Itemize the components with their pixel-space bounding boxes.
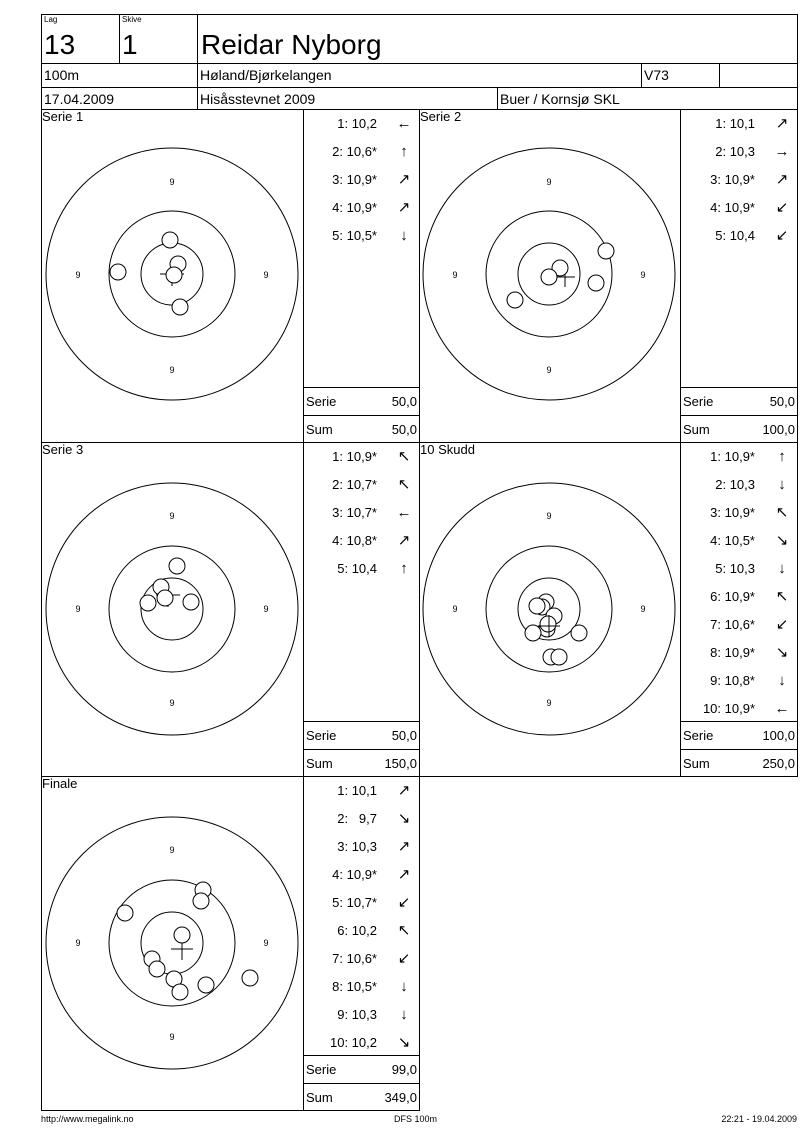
shot-hole bbox=[140, 595, 156, 611]
target bbox=[420, 443, 680, 776]
footer-center: DFS 100m bbox=[394, 1114, 438, 1124]
serie-row bbox=[681, 721, 797, 750]
sum-row bbox=[681, 749, 797, 778]
shot-value: 7: 10,6* bbox=[332, 951, 377, 966]
shot-value: 3: 10,9* bbox=[710, 505, 755, 520]
direction-arrow-icon: ↗ bbox=[397, 838, 411, 855]
panel-10-skudd bbox=[419, 442, 681, 777]
shot-value: 10: 10,9* bbox=[702, 701, 755, 716]
footer-left: http://www.megalink.no bbox=[41, 1114, 134, 1124]
serie-label: Serie bbox=[306, 1062, 337, 1077]
direction-arrow-icon: ↙ bbox=[397, 950, 411, 967]
shot-row bbox=[681, 698, 797, 720]
shot-hole bbox=[198, 977, 214, 993]
panel-title: Serie 1 bbox=[42, 109, 84, 124]
direction-arrow-icon: ↗ bbox=[397, 866, 411, 883]
direction-arrow-icon: ↖ bbox=[397, 922, 411, 939]
ring-label: 9 bbox=[263, 604, 269, 614]
shot-row bbox=[304, 780, 419, 802]
serie-label: Serie bbox=[306, 728, 337, 743]
ring-label: 9 bbox=[452, 270, 458, 280]
panel-serie-1 bbox=[41, 109, 304, 443]
shot-hole bbox=[551, 649, 567, 665]
class: V73 bbox=[644, 67, 669, 83]
shot-value: 7: 10,6* bbox=[710, 617, 755, 632]
shot-row bbox=[681, 225, 797, 247]
direction-arrow-icon: ↓ bbox=[778, 672, 786, 689]
direction-arrow-icon: ↓ bbox=[400, 978, 408, 995]
footer-right: 22:21 - 19.04.2009 bbox=[721, 1114, 797, 1124]
shot-hole bbox=[149, 961, 165, 977]
ring-label: 9 bbox=[169, 177, 175, 187]
serie-value: 50,0 bbox=[391, 728, 417, 743]
shot-value: 1: 10,9* bbox=[710, 449, 755, 464]
shot-row bbox=[304, 141, 419, 163]
sum-label: Sum bbox=[683, 422, 710, 437]
shot-value: 8: 10,5* bbox=[332, 979, 377, 994]
header-divider bbox=[119, 14, 120, 63]
shot-hole bbox=[571, 625, 587, 641]
direction-arrow-icon: ↙ bbox=[775, 199, 789, 216]
shot-value: 4: 10,9* bbox=[332, 867, 377, 882]
shot-row bbox=[681, 502, 797, 524]
sum-value: 150,0 bbox=[384, 756, 417, 771]
target bbox=[42, 110, 303, 442]
serie-row bbox=[304, 721, 419, 750]
shot-value: 5: 10,4 bbox=[715, 228, 755, 243]
shot-hole bbox=[174, 927, 190, 943]
shot-value: 3: 10,7* bbox=[332, 505, 377, 520]
shot-row bbox=[681, 113, 797, 135]
shot-hole bbox=[525, 625, 541, 641]
shot-value: 2: 10,6* bbox=[332, 144, 377, 159]
shot-hole bbox=[193, 893, 209, 909]
organizer: Buer / Kornsjø SKL bbox=[500, 91, 620, 107]
shot-value: 4: 10,5* bbox=[710, 533, 755, 548]
shot-row bbox=[304, 530, 419, 552]
shot-row bbox=[304, 113, 419, 135]
serie-label: Serie bbox=[683, 394, 714, 409]
shot-row bbox=[304, 920, 419, 942]
ring-label: 9 bbox=[75, 938, 81, 948]
serie-value: 99,0 bbox=[391, 1062, 417, 1077]
direction-arrow-icon: ← bbox=[774, 700, 790, 717]
shooter-name: Reidar Nyborg bbox=[201, 29, 382, 60]
target bbox=[420, 110, 680, 442]
shot-value: 9: 10,3 bbox=[337, 1007, 377, 1022]
shot-value: 2: 10,3 bbox=[715, 144, 755, 159]
panel-title: Serie 2 bbox=[420, 109, 462, 124]
club: Høland/Bjørkelangen bbox=[200, 67, 332, 83]
shot-value: 6: 10,2 bbox=[337, 923, 377, 938]
shot-value: 1: 10,9* bbox=[332, 449, 377, 464]
shot-hole bbox=[541, 269, 557, 285]
shot-value: 3: 10,9* bbox=[332, 172, 377, 187]
shot-hole bbox=[588, 275, 604, 291]
panel-title: Serie 3 bbox=[42, 442, 84, 457]
sum-value: 349,0 bbox=[384, 1090, 417, 1105]
shot-value: 5: 10,4 bbox=[337, 561, 377, 576]
direction-arrow-icon: ↓ bbox=[400, 227, 408, 244]
sum-value: 50,0 bbox=[391, 422, 417, 437]
header-divider bbox=[497, 87, 498, 110]
ring-label: 9 bbox=[640, 270, 646, 280]
direction-arrow-icon: ↖ bbox=[397, 448, 411, 465]
direction-arrow-icon: ↓ bbox=[778, 476, 786, 493]
shot-hole bbox=[117, 905, 133, 921]
ring-label: 9 bbox=[452, 604, 458, 614]
shot-row bbox=[681, 614, 797, 636]
sum-label: Sum bbox=[306, 1090, 333, 1105]
shot-hole bbox=[172, 984, 188, 1000]
serie-value: 100,0 bbox=[762, 728, 795, 743]
direction-arrow-icon: ↑ bbox=[400, 560, 408, 577]
direction-arrow-icon: ↗ bbox=[775, 171, 789, 188]
shot-hole bbox=[242, 970, 258, 986]
direction-arrow-icon: ↑ bbox=[778, 448, 786, 465]
shot-value: 4: 10,9* bbox=[710, 200, 755, 215]
target bbox=[42, 777, 303, 1110]
panel-finale bbox=[41, 776, 304, 1111]
distance: 100m bbox=[44, 67, 80, 83]
ring-label: 9 bbox=[263, 938, 269, 948]
shot-value: 5: 10,7* bbox=[332, 895, 377, 910]
ring-label: 9 bbox=[75, 270, 81, 280]
direction-arrow-icon: ↘ bbox=[775, 644, 789, 661]
ring-label: 9 bbox=[546, 511, 552, 521]
shot-hole bbox=[172, 299, 188, 315]
shot-hole bbox=[166, 267, 182, 283]
header-divider bbox=[41, 63, 798, 64]
shot-hole bbox=[507, 292, 523, 308]
serie-row bbox=[304, 387, 419, 416]
event: Hisåsstevnet 2009 bbox=[200, 91, 316, 107]
ring-label: 9 bbox=[75, 604, 81, 614]
shot-value: 2: 10,7* bbox=[332, 477, 377, 492]
ring-label: 9 bbox=[169, 511, 175, 521]
ring-label: 9 bbox=[169, 845, 175, 855]
shot-row bbox=[681, 446, 797, 468]
shot-value: 10: 10,2 bbox=[330, 1035, 377, 1050]
direction-arrow-icon: ↗ bbox=[775, 115, 789, 132]
direction-arrow-icon: ↘ bbox=[397, 810, 411, 827]
sum-label: Sum bbox=[683, 756, 710, 771]
shot-value: 2: 10,3 bbox=[715, 477, 755, 492]
shot-value: 6: 10,9* bbox=[710, 589, 755, 604]
shot-list bbox=[303, 776, 420, 1111]
target bbox=[42, 443, 303, 776]
sum-row bbox=[681, 415, 797, 444]
direction-arrow-icon: ↖ bbox=[775, 588, 789, 605]
shot-value: 3: 10,9* bbox=[710, 172, 755, 187]
direction-arrow-icon: ↙ bbox=[775, 227, 789, 244]
panel-title: Finale bbox=[42, 776, 78, 791]
ring-label: 9 bbox=[546, 177, 552, 187]
shot-row bbox=[681, 642, 797, 664]
shot-value: 4: 10,9* bbox=[332, 200, 377, 215]
shot-value: 5: 10,3 bbox=[715, 561, 755, 576]
header-divider bbox=[719, 63, 720, 87]
shot-row bbox=[681, 558, 797, 580]
header-divider bbox=[197, 14, 198, 110]
shot-row bbox=[304, 1004, 419, 1026]
shot-value: 3: 10,3 bbox=[337, 839, 377, 854]
direction-arrow-icon: ← bbox=[396, 115, 412, 132]
shot-row bbox=[304, 197, 419, 219]
sum-label: Sum bbox=[306, 756, 333, 771]
shot-value: 4: 10,8* bbox=[332, 533, 377, 548]
header-divider bbox=[41, 87, 798, 88]
shot-row bbox=[304, 558, 419, 580]
sum-label: Sum bbox=[306, 422, 333, 437]
ring-label: 9 bbox=[546, 698, 552, 708]
direction-arrow-icon: ↑ bbox=[400, 143, 408, 160]
sum-value: 100,0 bbox=[762, 422, 795, 437]
direction-arrow-icon: ← bbox=[396, 504, 412, 521]
serie-value: 50,0 bbox=[769, 394, 795, 409]
skive-label: Skive bbox=[122, 15, 142, 24]
direction-arrow-icon: → bbox=[774, 143, 790, 160]
shot-row bbox=[304, 808, 419, 830]
shot-list bbox=[303, 442, 420, 777]
shot-value: 9: 10,8* bbox=[710, 673, 755, 688]
direction-arrow-icon: ↓ bbox=[400, 1006, 408, 1023]
lag-value: 13 bbox=[44, 29, 76, 60]
shot-row bbox=[681, 530, 797, 552]
direction-arrow-icon: ↙ bbox=[397, 894, 411, 911]
shot-hole bbox=[598, 243, 614, 259]
shot-list bbox=[303, 109, 420, 443]
serie-value: 50,0 bbox=[391, 394, 417, 409]
direction-arrow-icon: ↓ bbox=[778, 560, 786, 577]
direction-arrow-icon: ↗ bbox=[397, 199, 411, 216]
shot-row bbox=[304, 864, 419, 886]
date: 17.04.2009 bbox=[44, 91, 115, 107]
direction-arrow-icon: ↙ bbox=[775, 616, 789, 633]
shot-value: 2: 9,7 bbox=[337, 811, 377, 826]
ring-label: 9 bbox=[169, 698, 175, 708]
shot-row bbox=[681, 141, 797, 163]
sum-row bbox=[304, 1083, 419, 1112]
direction-arrow-icon: ↖ bbox=[397, 476, 411, 493]
shot-value: 5: 10,5* bbox=[332, 228, 377, 243]
shot-row bbox=[304, 948, 419, 970]
direction-arrow-icon: ↘ bbox=[397, 1034, 411, 1051]
ring-label: 9 bbox=[263, 270, 269, 280]
shot-hole bbox=[169, 558, 185, 574]
serie-row bbox=[304, 1055, 419, 1084]
shot-row bbox=[304, 976, 419, 998]
serie-row bbox=[681, 387, 797, 416]
shot-value: 8: 10,9* bbox=[710, 645, 755, 660]
shot-row bbox=[304, 1032, 419, 1054]
ring-label: 9 bbox=[169, 365, 175, 375]
header-box bbox=[41, 14, 798, 110]
sum-value: 250,0 bbox=[762, 756, 795, 771]
shot-row bbox=[304, 169, 419, 191]
shot-hole bbox=[162, 232, 178, 248]
shot-row bbox=[304, 225, 419, 247]
shot-hole bbox=[529, 598, 545, 614]
direction-arrow-icon: ↗ bbox=[397, 782, 411, 799]
ring-label: 9 bbox=[169, 1032, 175, 1042]
shot-row bbox=[681, 670, 797, 692]
shot-hole bbox=[540, 616, 556, 632]
sum-row bbox=[304, 415, 419, 444]
shot-list bbox=[680, 442, 798, 777]
shot-row bbox=[681, 169, 797, 191]
ring-label: 9 bbox=[546, 365, 552, 375]
panel-serie-2 bbox=[419, 109, 681, 443]
lag-label: Lag bbox=[44, 15, 58, 24]
direction-arrow-icon: ↗ bbox=[397, 171, 411, 188]
serie-label: Serie bbox=[306, 394, 337, 409]
serie-label: Serie bbox=[683, 728, 714, 743]
panel-title: 10 Skudd bbox=[420, 442, 475, 457]
direction-arrow-icon: ↘ bbox=[775, 532, 789, 549]
shot-hole bbox=[183, 594, 199, 610]
skive-value: 1 bbox=[122, 29, 138, 60]
shot-list bbox=[680, 109, 798, 443]
header-divider bbox=[641, 63, 642, 87]
shot-value: 1: 10,1 bbox=[715, 116, 755, 131]
direction-arrow-icon: ↖ bbox=[775, 504, 789, 521]
shot-value: 1: 10,2 bbox=[337, 116, 377, 131]
shot-row bbox=[304, 474, 419, 496]
ring-label: 9 bbox=[640, 604, 646, 614]
shot-hole bbox=[157, 590, 173, 606]
shot-row bbox=[304, 446, 419, 468]
panel-serie-3 bbox=[41, 442, 304, 777]
shot-row bbox=[304, 836, 419, 858]
shot-value: 1: 10,1 bbox=[337, 783, 377, 798]
shot-row bbox=[304, 502, 419, 524]
sum-row bbox=[304, 749, 419, 778]
shot-row bbox=[681, 474, 797, 496]
direction-arrow-icon: ↗ bbox=[397, 532, 411, 549]
shot-row bbox=[681, 586, 797, 608]
shot-row bbox=[681, 197, 797, 219]
shot-hole bbox=[110, 264, 126, 280]
shot-row bbox=[304, 892, 419, 914]
